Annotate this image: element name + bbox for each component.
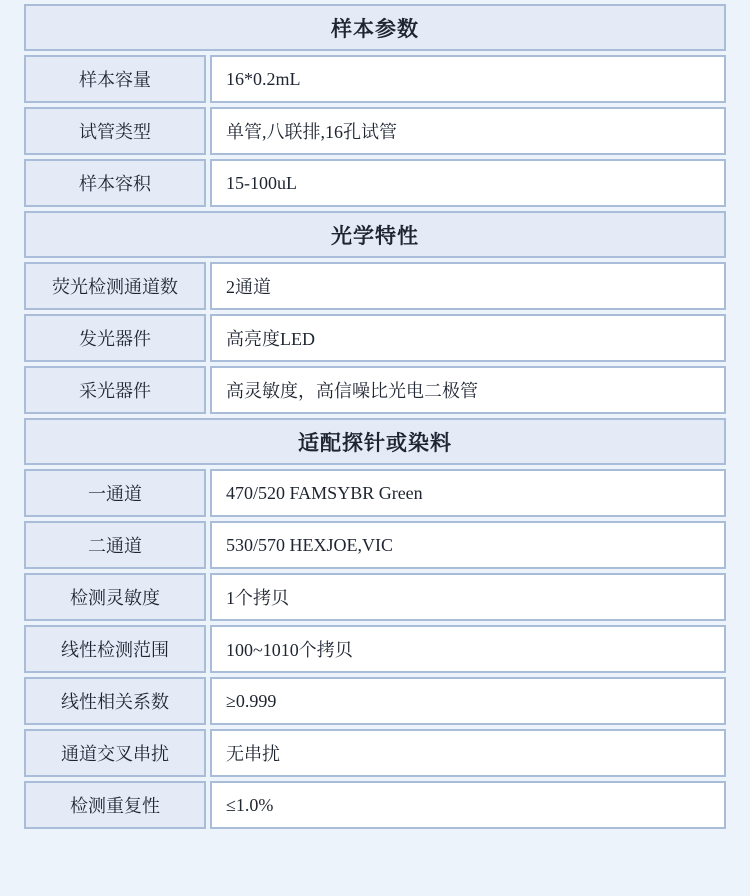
row-label: 检测灵敏度 bbox=[24, 573, 206, 621]
row-label: 一通道 bbox=[24, 469, 206, 517]
row-label: 线性相关系数 bbox=[24, 677, 206, 725]
section-header-label: 光学特性 bbox=[331, 223, 419, 248]
table-row bbox=[24, 262, 726, 310]
table-row bbox=[24, 729, 726, 777]
row-value: 高亮度LED bbox=[210, 314, 726, 362]
table-row bbox=[24, 366, 726, 414]
table-row bbox=[24, 521, 726, 569]
row-value: 470/520 FAMSYBR Green bbox=[210, 469, 726, 517]
table-row bbox=[24, 573, 726, 621]
row-value: ≥0.999 bbox=[210, 677, 726, 725]
table-row bbox=[24, 107, 726, 155]
row-label: 试管类型 bbox=[24, 107, 206, 155]
table-row bbox=[24, 677, 726, 725]
row-value: 无串扰 bbox=[210, 729, 726, 777]
row-label: 二通道 bbox=[24, 521, 206, 569]
table-row bbox=[24, 781, 726, 829]
table-row bbox=[24, 314, 726, 362]
row-label: 发光器件 bbox=[24, 314, 206, 362]
row-label: 荧光检测通道数 bbox=[24, 262, 206, 310]
row-label: 线性检测范围 bbox=[24, 625, 206, 673]
section-header-label: 适配探针或染料 bbox=[298, 430, 452, 455]
spec-table bbox=[24, 4, 726, 829]
row-value: ≤1.0% bbox=[210, 781, 726, 829]
section-header-compatible-probes-dyes bbox=[24, 418, 726, 465]
section-header-optical-characteristics bbox=[24, 211, 726, 258]
section-header-sample-parameters bbox=[24, 4, 726, 51]
table-row bbox=[24, 469, 726, 517]
row-label: 检测重复性 bbox=[24, 781, 206, 829]
table-row bbox=[24, 55, 726, 103]
row-value: 100~1010个拷贝 bbox=[210, 625, 726, 673]
row-label: 样本容积 bbox=[24, 159, 206, 207]
table-row bbox=[24, 159, 726, 207]
table-row bbox=[24, 625, 726, 673]
row-value: 2通道 bbox=[210, 262, 726, 310]
row-label: 通道交叉串扰 bbox=[24, 729, 206, 777]
row-value: 高灵敏度，高信噪比光电二极管 bbox=[210, 366, 726, 414]
row-value: 15-100uL bbox=[210, 159, 726, 207]
row-label: 采光器件 bbox=[24, 366, 206, 414]
row-value: 1个拷贝 bbox=[210, 573, 726, 621]
row-value: 单管,八联排,16孔试管 bbox=[210, 107, 726, 155]
row-label: 样本容量 bbox=[24, 55, 206, 103]
row-value: 16*0.2mL bbox=[210, 55, 726, 103]
section-header-label: 样本参数 bbox=[331, 16, 419, 41]
row-value: 530/570 HEXJOE,VIC bbox=[210, 521, 726, 569]
